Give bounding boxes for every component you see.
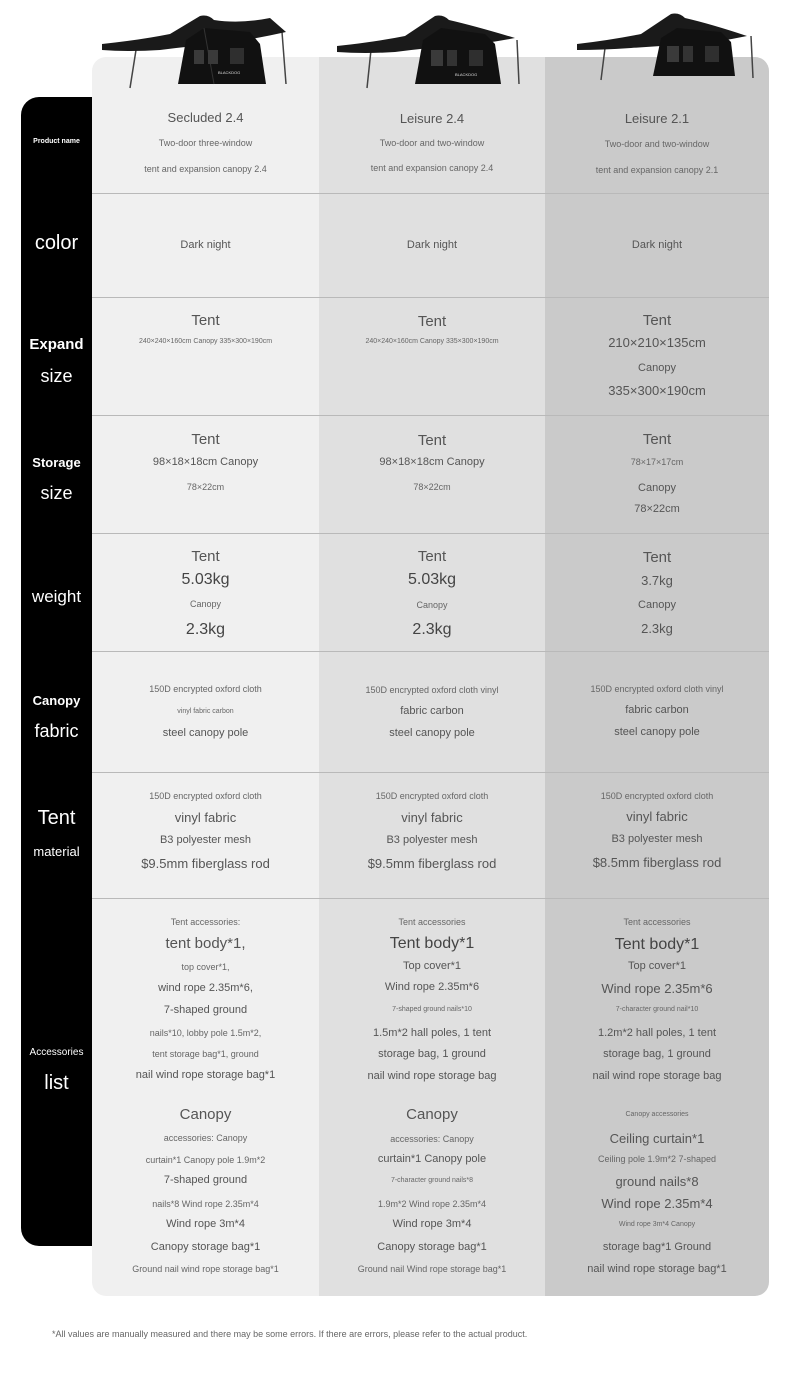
storage-size: Canopy xyxy=(638,482,676,494)
storage-size: 98×18×18cm Canopy xyxy=(152,456,259,468)
tent-material: 150D encrypted oxford cloth xyxy=(375,791,489,801)
product-color: Dark night xyxy=(406,239,458,251)
product-color: Dark night xyxy=(631,239,683,251)
tent-material: B3 polyester mesh xyxy=(611,833,703,845)
tent-material: vinyl fabric xyxy=(401,810,463,825)
weight-tent-label: Tent xyxy=(417,548,447,565)
label-canopy-fabric-2: fabric xyxy=(34,721,79,741)
tent-accessories: Tent body*1 xyxy=(614,936,700,953)
tent-accessories: top cover*1, xyxy=(181,962,230,972)
canopy-fabric: 150D encrypted oxford cloth vinyl xyxy=(590,684,724,694)
comparison-table xyxy=(92,57,769,1296)
tent-accessories: storage bag, 1 ground xyxy=(603,1048,711,1060)
weight-tent: 5.03kg xyxy=(181,571,230,588)
tent-accessories: Tent accessories: xyxy=(170,917,241,927)
row-divider xyxy=(92,651,769,652)
product-desc: tent and expansion canopy 2.4 xyxy=(370,163,494,173)
tent-material: 150D encrypted oxford cloth xyxy=(149,791,262,801)
canopy-accessories: Ground nail Wind rope storage bag*1 xyxy=(357,1264,507,1274)
tent-accessories: Tent body*1 xyxy=(389,935,475,952)
canopy-accessories: Ceiling pole 1.9m*2 7-shaped xyxy=(597,1154,717,1164)
footnote: *All values are manually measured and there may be some errors. If there are errors, please refer to the actual product. xyxy=(52,1329,528,1339)
expand-size: 240×240×160cm Canopy 335×300×190cm xyxy=(138,338,273,345)
canopy-fabric: 150D encrypted oxford cloth vinyl xyxy=(365,685,499,695)
row-label-column xyxy=(21,97,92,1246)
label-expand-size-1: Expand xyxy=(29,336,84,353)
storage-title: Tent xyxy=(191,431,220,448)
label-weight: weight xyxy=(31,587,82,606)
tent-accessories: Tent accessories xyxy=(623,917,691,927)
canopy-accessories: 7-shaped ground xyxy=(163,1174,248,1186)
tent-brand-logo: BLACKDOG xyxy=(455,72,478,77)
storage-size: 78×17×17cm xyxy=(630,457,684,467)
expand-size: Canopy xyxy=(638,362,676,374)
row-divider xyxy=(92,898,769,899)
weight-canopy-label: Canopy xyxy=(638,599,676,611)
canopy-accessories: storage bag*1 Ground xyxy=(602,1241,712,1253)
product-column xyxy=(92,57,319,1296)
canopy-fabric: vinyl fabric carbon xyxy=(177,708,234,715)
expand-title: Tent xyxy=(191,312,220,329)
product-color: Dark night xyxy=(180,239,231,251)
weight-canopy: 2.3kg xyxy=(641,621,673,636)
storage-title: Tent xyxy=(642,431,672,448)
expand-size: 335×300×190cm xyxy=(608,383,706,398)
tent-image xyxy=(335,10,535,90)
product-column xyxy=(319,57,545,1296)
tent-accessories: wind rope 2.35m*6, xyxy=(158,982,253,994)
row-divider xyxy=(92,193,769,194)
weight-canopy-label: Canopy xyxy=(416,600,448,610)
canopy-accessories: Wind rope 3m*4 xyxy=(392,1218,472,1230)
canopy-fabric: steel canopy pole xyxy=(614,726,700,738)
tent-accessories: 7-shaped ground nails*10 xyxy=(392,1006,472,1013)
canopy-accessories: Ceiling curtain*1 xyxy=(609,1131,705,1146)
weight-canopy-label: Canopy xyxy=(189,599,222,609)
tent-material: $8.5mm fiberglass rod xyxy=(592,855,722,870)
storage-size: 78×22cm xyxy=(413,482,451,492)
tent-material: vinyl fabric xyxy=(626,809,688,824)
weight-tent-label: Tent xyxy=(191,548,220,565)
canopy-fabric: fabric carbon xyxy=(625,704,689,716)
tent-accessories: 1.5m*2 hall poles, 1 tent xyxy=(372,1027,492,1039)
label-storage-size-2: size xyxy=(40,483,73,503)
weight-tent: 5.03kg xyxy=(407,571,457,588)
canopy-accessories: nails*8 Wind rope 2.35m*4 xyxy=(152,1199,259,1209)
storage-size: 78×22cm xyxy=(634,503,680,515)
label-expand-size-2: size xyxy=(40,366,73,386)
product-desc: Two-door and two-window xyxy=(379,138,485,148)
tent-material: vinyl fabric xyxy=(174,810,237,825)
label-tent-material-2: material xyxy=(33,844,80,859)
tent-brand-logo: BLACKDOG xyxy=(218,70,241,75)
canopy-accessories: Canopy storage bag*1 xyxy=(377,1241,487,1253)
expand-title: Tent xyxy=(642,312,672,329)
tent-accessories: nail wind rope storage bag xyxy=(592,1070,722,1082)
canopy-accessories: 1.9m*2 Wind rope 2.35m*4 xyxy=(377,1199,487,1209)
label-accessories-1: Accessories xyxy=(29,1047,84,1058)
canopy-fabric: steel canopy pole xyxy=(162,727,249,739)
label-canopy-fabric-1: Canopy xyxy=(32,693,81,708)
label-color: color xyxy=(34,232,79,254)
expand-size: 210×210×135cm xyxy=(608,335,706,350)
row-divider xyxy=(92,533,769,534)
tent-accessories: Top cover*1 xyxy=(402,960,462,972)
tent-material: 150D encrypted oxford cloth xyxy=(600,791,714,801)
weight-tent-label: Tent xyxy=(642,549,672,566)
product-desc: Two-door and two-window xyxy=(604,139,710,149)
tent-accessories: 1.2m*2 hall poles, 1 tent xyxy=(597,1027,717,1039)
tent-material: B3 polyester mesh xyxy=(159,834,252,846)
weight-tent: 3.7kg xyxy=(641,573,673,588)
canopy-accessories: Wind rope 3m*4 Canopy xyxy=(618,1221,696,1228)
label-tent-material-1: Tent xyxy=(37,807,76,829)
expand-title: Tent xyxy=(417,313,447,330)
storage-title: Tent xyxy=(417,432,447,449)
tent-accessories: storage bag, 1 ground xyxy=(378,1048,486,1060)
tent-accessories: nail wind rope storage bag xyxy=(367,1070,497,1082)
canopy-accessories: Canopy accessories xyxy=(625,1111,689,1118)
tent-accessories: 7-shaped ground xyxy=(163,1004,248,1016)
canopy-accessories: ground nails*8 xyxy=(615,1174,699,1189)
product-name: Leisure 2.1 xyxy=(624,111,690,126)
tent-accessories: nail wind rope storage bag*1 xyxy=(135,1069,276,1081)
canopy-fabric: 150D encrypted oxford cloth xyxy=(149,684,262,694)
canopy-accessories: Wind rope 3m*4 xyxy=(166,1218,245,1230)
product-desc: tent and expansion canopy 2.1 xyxy=(595,165,719,175)
row-divider xyxy=(92,772,769,773)
canopy-accessories: 7-character ground nails*8 xyxy=(390,1177,474,1184)
canopy-accessories: nail wind rope storage bag*1 xyxy=(587,1263,727,1275)
canopy-fabric: steel canopy pole xyxy=(389,727,475,739)
canopy-accessories: Canopy storage bag*1 xyxy=(150,1241,261,1253)
row-divider xyxy=(92,297,769,298)
product-desc: Two-door three-window xyxy=(158,138,253,148)
tent-accessories: Wind rope 2.35m*6 xyxy=(601,981,713,996)
canopy-accessories: Wind rope 2.35m*4 xyxy=(601,1196,713,1211)
tent-material: $9.5mm fiberglass rod xyxy=(141,856,270,871)
product-column xyxy=(545,57,769,1296)
tent-accessories: Top cover*1 xyxy=(627,960,687,972)
tent-image xyxy=(575,10,775,90)
canopy-accessories: accessories: Canopy xyxy=(163,1133,248,1143)
expand-size: 240×240×160cm Canopy 335×300×190cm xyxy=(365,338,499,345)
label-product-name: Product name xyxy=(33,138,80,145)
tent-accessories: Wind rope 2.35m*6 xyxy=(384,981,480,993)
weight-canopy: 2.3kg xyxy=(185,621,226,638)
canopy-accessories: Canopy xyxy=(179,1106,232,1123)
tent-accessories: 7-character ground nail*10 xyxy=(615,1006,699,1013)
product-desc: tent and expansion canopy 2.4 xyxy=(144,164,267,174)
row-divider xyxy=(92,415,769,416)
tent-accessories: tent body*1, xyxy=(165,935,246,952)
weight-canopy: 2.3kg xyxy=(412,621,452,638)
canopy-accessories: curtain*1 Canopy pole 1.9m*2 xyxy=(145,1155,266,1165)
label-storage-size-1: Storage xyxy=(32,455,81,470)
tent-material: $9.5mm fiberglass rod xyxy=(367,856,497,871)
product-name: Secluded 2.4 xyxy=(167,110,244,125)
storage-size: 98×18×18cm Canopy xyxy=(379,456,485,468)
canopy-accessories: Ground nail wind rope storage bag*1 xyxy=(132,1264,279,1274)
label-accessories-2: list xyxy=(44,1072,69,1094)
tent-image xyxy=(100,10,300,90)
canopy-accessories: accessories: Canopy xyxy=(390,1134,474,1144)
storage-size: 78×22cm xyxy=(186,482,225,492)
tent-accessories: tent storage bag*1, ground xyxy=(152,1049,259,1059)
canopy-fabric: fabric carbon xyxy=(400,705,464,717)
product-name: Leisure 2.4 xyxy=(399,111,465,126)
tent-accessories: nails*10, lobby pole 1.5m*2, xyxy=(149,1028,262,1038)
tent-material: B3 polyester mesh xyxy=(386,834,478,846)
tent-accessories: Tent accessories xyxy=(398,917,466,927)
canopy-accessories: Canopy xyxy=(406,1106,458,1123)
canopy-accessories: curtain*1 Canopy pole xyxy=(377,1153,487,1165)
